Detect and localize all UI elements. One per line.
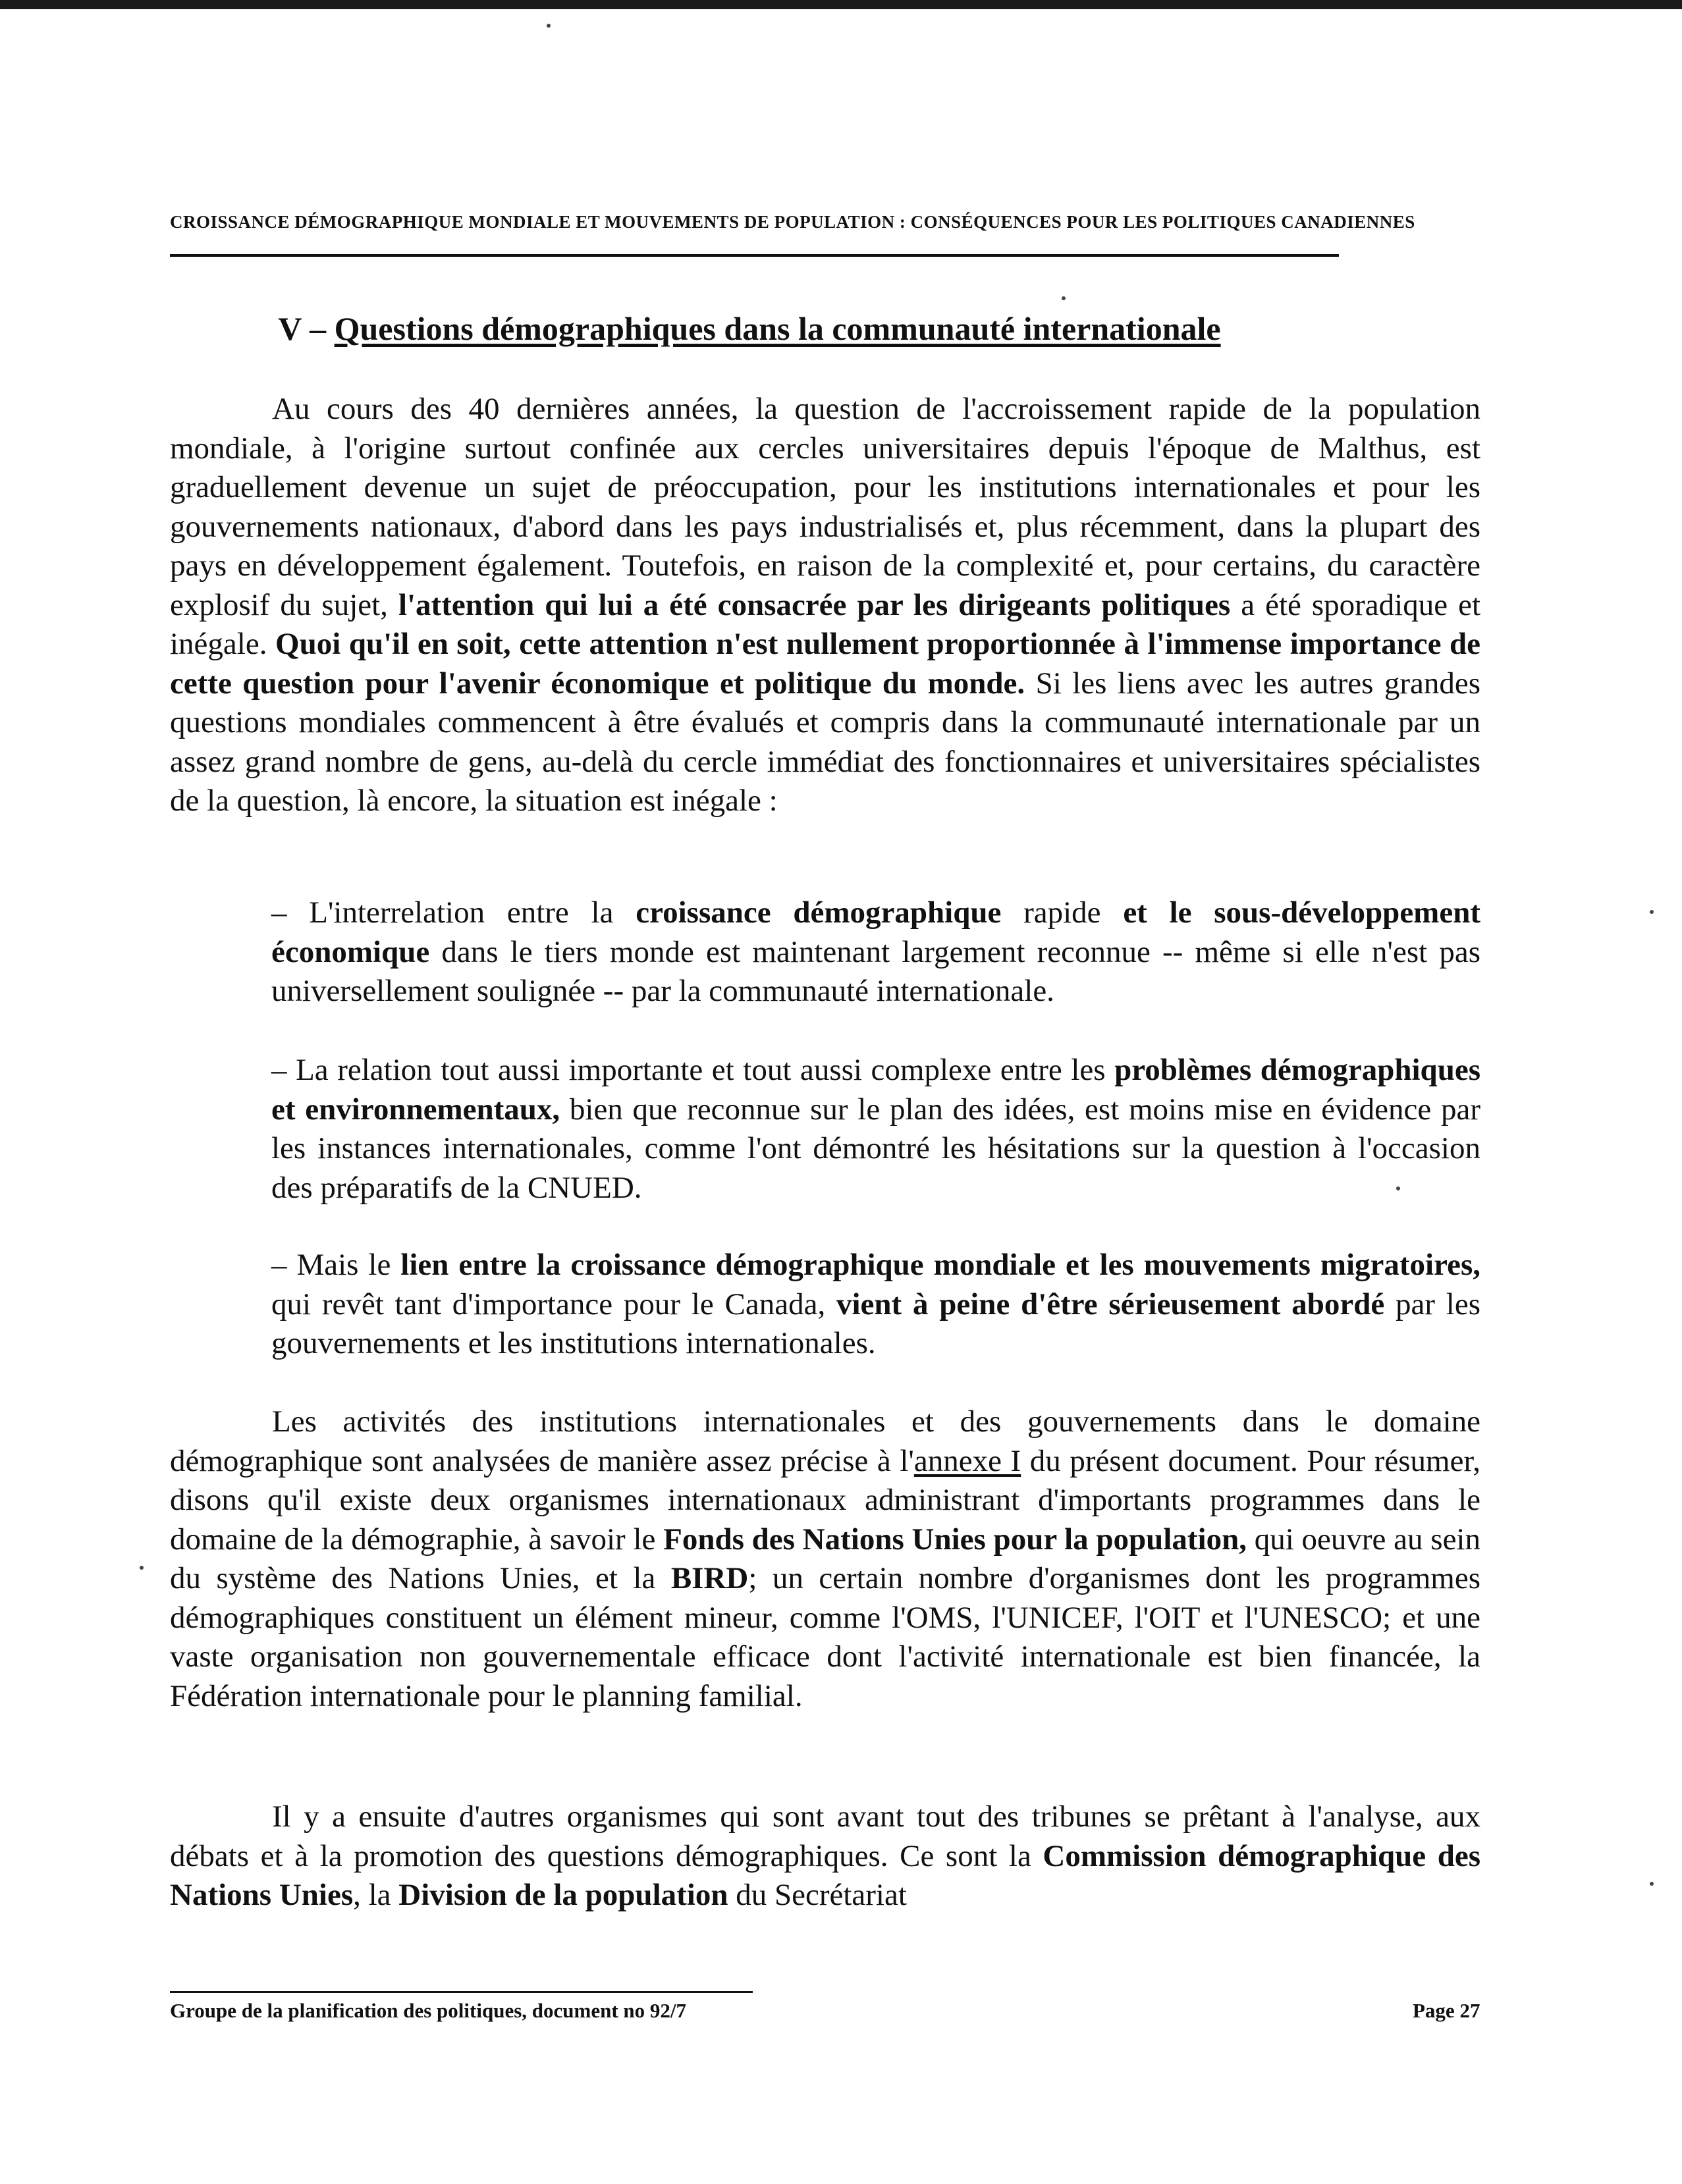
- text-run: a été sporadique et inégale.: [170, 587, 1480, 661]
- text-run: Il y a ensuite d'autres organismes qui sont avant tout des tribunes se prêtant à l'analyse, aux débats et à la promotion des questions démographiques. Ce sont la: [170, 1799, 1480, 1873]
- bold-run: et le sous-développement économique: [271, 895, 1480, 969]
- scan-speck: [140, 1566, 144, 1570]
- bold-run: lien entre la croissance démographique mondiale et les mouvements migratoires,: [400, 1248, 1481, 1282]
- paragraph-1: [170, 390, 1480, 821]
- text-run: , la: [353, 1878, 399, 1912]
- page-number: Page 27: [1413, 1999, 1480, 2022]
- scan-speck: [1062, 296, 1066, 300]
- text-run: par les gouvernements et les institutions internationales.: [271, 1287, 1480, 1360]
- footer-divider: [170, 1991, 753, 1993]
- text-run: Les activités des institutions internationales et des gouvernements dans le domaine démographique sont analysées de manière assez précise à l': [170, 1404, 1480, 1478]
- section-title-text: Questions démographiques dans la communauté internationale: [334, 310, 1221, 347]
- scan-speck: [1396, 1186, 1400, 1190]
- bold-run: vient à peine d'être sérieusement abordé: [836, 1287, 1385, 1321]
- scan-speck: [1650, 910, 1654, 914]
- paragraph-3: [170, 1798, 1480, 1915]
- text-run: du présent document. Pour résumer, disons qu'il existe deux organismes internationaux administrant d'importants programmes dans le domaine de la démographie, à savoir le: [170, 1443, 1480, 1557]
- text-run: qui revêt tant d'importance pour le Canada,: [271, 1287, 836, 1321]
- text-run: Au cours des 40 dernières années, la question de l'accroissement rapide de la population mondiale, à l'origine surtout confinée aux cercles universitaires depuis l'époque de Malthus, est graduellement devenue un sujet de préoccupation, pour les institutions internationales et pour les gouvernements nationaux, d'abord dans les pays industrialisés et, plus récemment, dans la plupart des pays en développement également. Toutefois, en raison de la complexité et, pour certains, du caractère explosif du sujet,: [170, 392, 1480, 622]
- text-run: – La relation tout aussi importante et tout aussi complexe entre les: [271, 1053, 1115, 1087]
- bullet-item-2: [271, 1051, 1480, 1208]
- bold-run: Quoi qu'il en soit, cette attention n'est nullement proportionnée à l'immense importance de cette question pour l'avenir économique et politique du monde.: [170, 627, 1480, 701]
- section-number: V –: [278, 310, 335, 347]
- scan-speck: [547, 24, 551, 28]
- text-run: ; un certain nombre d'organismes dont les programmes démographiques constituent un élément mineur, comme l'OMS, l'UNICEF, l'OIT et l'UNESCO; et une vaste organisation non gouvernementale efficace dont l'activité internationale est bien financée, la Fédération internationale pour le planning familial.: [170, 1561, 1480, 1713]
- bold-run: Commission démographique des Nations Unies: [170, 1838, 1481, 1912]
- bold-run: BIRD: [670, 1561, 749, 1595]
- text-run: qui oeuvre au sein du système des Nations Unies, et la: [170, 1522, 1480, 1595]
- text-run: – L'interrelation entre la: [271, 895, 636, 930]
- bullet-item-3: [271, 1246, 1480, 1364]
- text-run: rapide: [1001, 895, 1124, 930]
- running-head: CROISSANCE DÉMOGRAPHIQUE MONDIALE ET MOUVEMENTS DE POPULATION : CONSÉQUENCES POUR LES POLITIQUES CANADIENNES: [170, 212, 1415, 232]
- footer-document-id: Groupe de la planification des politiques, document no 92/7: [170, 1999, 687, 2022]
- bold-run: Fonds des Nations Unies pour la population,: [663, 1522, 1247, 1557]
- bold-run: l'attention qui lui a été consacrée par les dirigeants politiques: [398, 587, 1231, 622]
- annex-reference: annexe I: [913, 1443, 1021, 1478]
- text-run: dans le tiers monde est maintenant largement reconnue -- même si elle n'est pas universellement soulignée -- par la communauté internationale.: [271, 934, 1480, 1008]
- scan-speck: [1650, 1882, 1654, 1886]
- bold-run: problèmes démographiques et environnementaux,: [271, 1053, 1480, 1127]
- text-run: – Mais le: [271, 1248, 401, 1282]
- bullet-item-1: [271, 893, 1480, 1011]
- text-run: du Secrétariat: [728, 1878, 907, 1912]
- text-run: Si les liens avec les autres grandes questions mondiales commencent à être évalués et compris dans la communauté internationale par un assez grand nombre de gens, au-delà du cercle immédiat des fonctionnaires et universitaires spécialistes de la question, là encore, la situation est inégale :: [170, 666, 1480, 818]
- paragraph-2: [170, 1402, 1480, 1716]
- text-run: bien que reconnue sur le plan des idées, est moins mise en évidence par les instances internationales, comme l'ont démontré les hésitations sur la question à l'occasion des préparatifs de la CNUED.: [271, 1092, 1480, 1205]
- section-title: [170, 309, 1329, 348]
- scan-top-border: [0, 0, 1682, 9]
- header-divider: [170, 254, 1339, 257]
- bold-run: Division de la population: [398, 1878, 728, 1912]
- bold-run: croissance démographique: [636, 895, 1002, 930]
